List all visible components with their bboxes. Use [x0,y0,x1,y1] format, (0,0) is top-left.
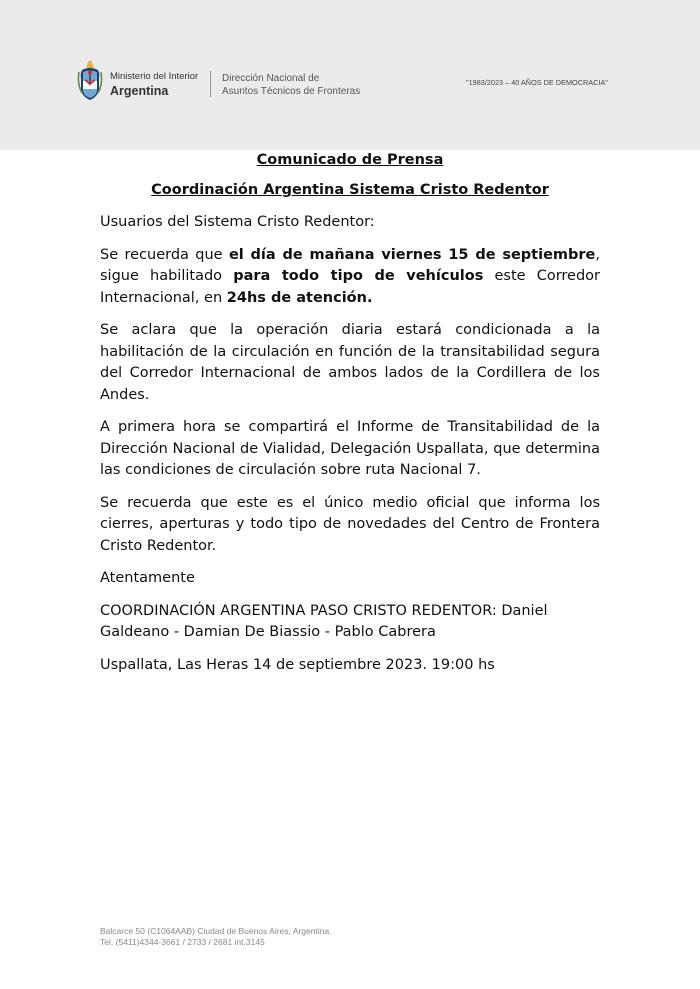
ministry-line2: Argentina [110,84,169,98]
p1-text-c: , sigue habilitado [100,246,600,284]
ministry-line1: Ministerio del Interior [110,71,199,82]
p1-bold-date: el día de mañana viernes 15 de septiembre [228,246,596,263]
closing: Atentamente [100,570,195,586]
paragraph-4: Se recuerda que este es el único medio oficial que informa los cierres, aperturas y todo tipo de novedades del Centro de Frontera Cristo Redentor. [100,494,600,554]
p1-text-e: este Corredor Internacional, en [100,268,600,306]
direction-name [222,72,360,98]
header-divider [210,71,211,97]
national-seal-icon [76,58,104,102]
letterhead [0,0,700,150]
ministry-name [110,70,198,98]
footer-address: Balcarce 50 (C1064AAB) Ciudad de Buenos Aires, Argentina. [100,926,332,936]
paragraph-3: A primera hora se compartirá el Informe de Transitabilidad de la Dirección Nacional de Vialidad, Delegación Uspallata, que determina las condiciones de circulación sobre ruta Nacional 7. [100,419,600,478]
direction-line1: Dirección Nacional de [222,73,320,84]
p1-text-a: Se recuerda que [100,246,229,263]
press-release-body [100,150,600,676]
document-title: Comunicado de Prensa [256,152,444,168]
direction-line2: Asuntos Técnicos de Fronteras [222,86,361,97]
democracy-slogan: "1983/2023 – 40 AÑOS DE DEMOCRACIA" [466,78,608,87]
place-date: Uspallata, Las Heras 14 de septiembre 2023. 19:00 hs [100,656,495,673]
footer-contact [100,926,332,948]
paragraph-2: Se aclara que la operación diaria estará condicionada a la habilitación de la circulación en función de la transitabilidad segura del Corredor Internacional de ambos lados de la Cordillera de los Andes. [100,322,600,403]
document-subtitle: Coordinación Argentina Sistema Cristo Redentor [151,182,549,198]
footer-phone: Tel. (5411)4344-3661 / 2733 / 2681 int.3145 [100,937,265,947]
paragraph-1 [100,245,600,310]
signature: COORDINACIÓN ARGENTINA PASO CRISTO REDENTOR: Daniel Galdeano - Damian De Biassio - Pablo Cabrera [100,602,548,640]
p1-bold-hours: 24hs de atención. [226,289,373,306]
greeting: Usuarios del Sistema Cristo Redentor: [100,214,375,230]
p1-bold-vehicles: para todo tipo de vehículos [233,268,484,284]
